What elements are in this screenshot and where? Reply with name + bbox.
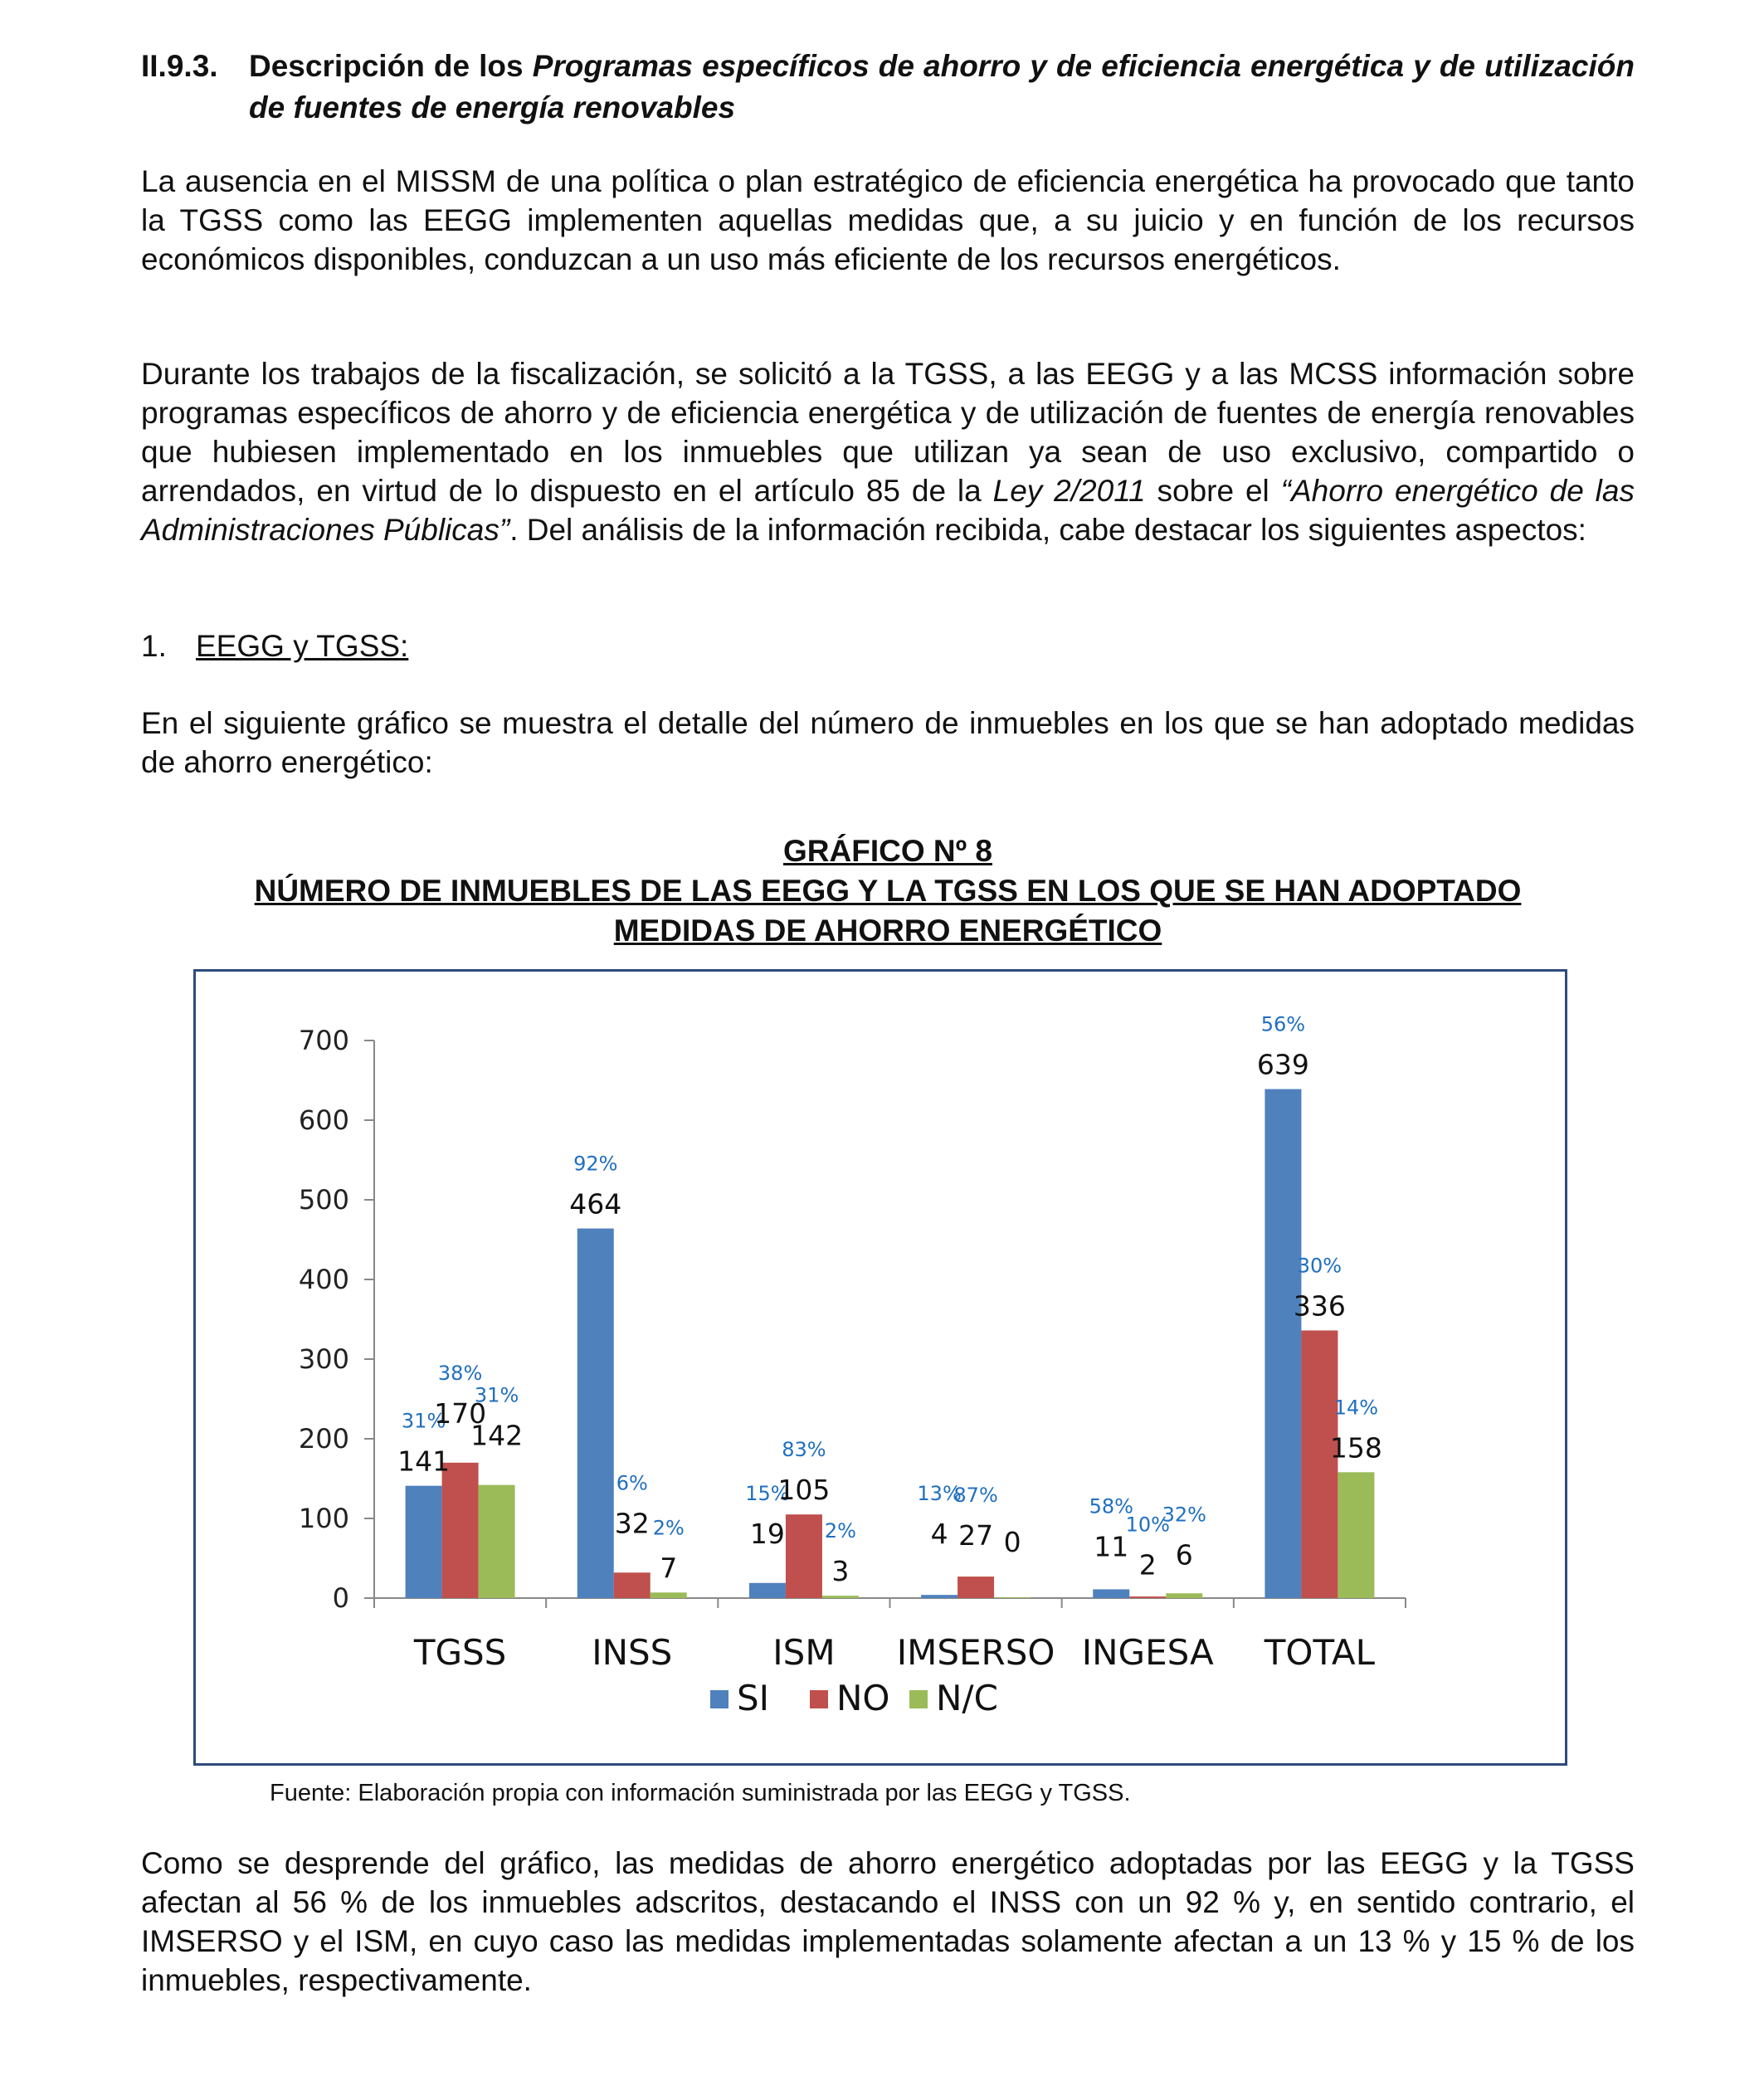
data-label: 142 xyxy=(470,1419,524,1452)
percent-label: 58% xyxy=(1089,1494,1133,1518)
y-tick-label: 500 xyxy=(298,1184,349,1216)
bar-si-inss xyxy=(577,1229,614,1598)
bar-no-ism xyxy=(786,1514,822,1598)
paragraph-2-law-title: “Ahorro energético de las Administraciones Públicas” xyxy=(141,474,1635,547)
x-category-label: TGSS xyxy=(413,1632,507,1673)
y-tick-label: 700 xyxy=(298,1025,349,1056)
percent-label: 2% xyxy=(824,1519,856,1543)
list-item-number: 1. xyxy=(141,629,167,663)
percent-label: 10% xyxy=(1125,1513,1170,1537)
percent-label: 30% xyxy=(1297,1254,1342,1278)
bar-no-tgss xyxy=(442,1463,479,1598)
data-label: 170 xyxy=(434,1396,487,1430)
data-label: 141 xyxy=(397,1445,451,1478)
bar-nc-tgss xyxy=(479,1485,515,1598)
legend-swatch-si xyxy=(710,1690,729,1708)
y-tick-label: 0 xyxy=(332,1582,349,1614)
percent-label: 83% xyxy=(782,1438,826,1462)
section-title xyxy=(249,46,1635,129)
data-label: 0 xyxy=(1003,1526,1021,1559)
chart-title-line3: MEDIDAS DE AHORRO ENERGÉTICO xyxy=(613,914,1162,948)
data-label: 6 xyxy=(1175,1538,1193,1572)
bar-si-total xyxy=(1265,1089,1301,1598)
legend-label: N/C xyxy=(936,1678,998,1718)
percent-label: 31% xyxy=(474,1383,519,1407)
bar-si-ism xyxy=(749,1583,786,1598)
percent-label: 31% xyxy=(401,1409,446,1433)
list-item-text: EEGG y TGSS: xyxy=(196,629,409,663)
data-label: 32 xyxy=(614,1507,650,1540)
data-label: 11 xyxy=(1094,1530,1129,1563)
paragraph-1: La ausencia en el MISSM de una política o plan estratégico de eficiencia energética ha provocado que tanto la TGSS como las EEGG implementen aquellas medidas que, a su juicio y en función de los recursos económicos disponibles, conduzcan a un uso más eficiente de los recursos energéticos. xyxy=(141,164,1635,276)
bar-nc-imserso xyxy=(994,1597,1031,1598)
bar-nc-ingesa xyxy=(1166,1593,1202,1598)
x-category-label: INGESA xyxy=(1081,1632,1214,1673)
section-title-prefix: Descripción de los xyxy=(249,49,533,83)
x-category-label: IMSERSO xyxy=(896,1632,1055,1673)
bar-no-imserso xyxy=(958,1577,994,1598)
chart-title-line2: NÚMERO DE INMUEBLES DE LAS EEGG Y LA TGSS EN LOS QUE SE HAN ADOPTADO xyxy=(254,874,1522,908)
data-label: 336 xyxy=(1293,1289,1346,1323)
paragraph-2-part2: sobre el xyxy=(1145,474,1281,508)
data-label: 3 xyxy=(831,1555,850,1588)
bar-nc-inss xyxy=(651,1592,687,1598)
percent-label: 56% xyxy=(1260,1012,1306,1036)
bar-chart xyxy=(196,972,1565,1763)
section-title-italic: Programas específicos de ahorro y de eficiencia energética y de utilización de fuentes de energía renovables xyxy=(249,49,1635,124)
data-label: 27 xyxy=(958,1519,994,1552)
y-tick-label: 600 xyxy=(298,1104,349,1136)
section-number: II.9.3. xyxy=(141,49,218,83)
paragraph-2-law-ref: Ley 2/2011 xyxy=(992,474,1146,508)
percent-label: 15% xyxy=(745,1481,790,1505)
bar-nc-ism xyxy=(822,1596,859,1598)
bar-si-tgss xyxy=(406,1486,442,1598)
chart-frame xyxy=(193,969,1567,1766)
percent-label: 32% xyxy=(1162,1503,1206,1527)
list-item xyxy=(141,626,408,665)
legend-label: SI xyxy=(737,1678,770,1718)
data-label: 2 xyxy=(1138,1548,1157,1581)
percent-label: 87% xyxy=(953,1484,998,1508)
y-tick-label: 200 xyxy=(298,1423,349,1455)
paragraph-2-part3: . Del análisis de la información recibida, cabe destacar los siguientes aspectos: xyxy=(509,513,1586,547)
x-category-label: INSS xyxy=(592,1632,673,1673)
percent-label: 6% xyxy=(616,1471,648,1495)
legend-label: NO xyxy=(836,1678,890,1718)
bar-no-total xyxy=(1301,1330,1338,1598)
paragraph-2 xyxy=(141,354,1635,549)
chart-title-line1: GRÁFICO Nº 8 xyxy=(783,834,992,868)
x-category-label: TOTAL xyxy=(1264,1632,1376,1673)
data-label: 464 xyxy=(569,1187,622,1221)
data-label: 4 xyxy=(930,1518,948,1551)
percent-label: 2% xyxy=(652,1516,685,1540)
data-label: 158 xyxy=(1329,1431,1382,1464)
data-label: 19 xyxy=(749,1517,785,1550)
data-label: 105 xyxy=(777,1474,831,1507)
percent-label: 92% xyxy=(573,1152,618,1176)
bar-si-imserso xyxy=(921,1595,958,1598)
bar-no-ingesa xyxy=(1129,1596,1166,1598)
chart-source: Fuente: Elaboración propia con información suministrada por las EEGG y TGSS. xyxy=(270,1780,1131,1806)
percent-label: 14% xyxy=(1333,1396,1379,1420)
paragraph-2-part1: Durante los trabajos de la fiscalización, se solicitó a la TGSS, a las EEGG y a las MCSS información sobre programas específicos de ahorro y de eficiencia energética y de utilización de fuentes de energía renovables que hubiesen implementado en los inmuebles que utilizan ya sean de uso exclusivo, compartido o arrendados, en virtud de lo dispuesto en el artículo 85 de la xyxy=(141,357,1635,508)
paragraph-3: En el siguiente gráfico se muestra el detalle del número de inmuebles en los que se han adoptado medidas de ahorro energético: xyxy=(141,706,1635,779)
bar-no-inss xyxy=(614,1572,651,1598)
bar-si-ingesa xyxy=(1093,1589,1129,1598)
legend-swatch-nc xyxy=(909,1690,928,1708)
paragraph-4: Como se desprende del gráfico, las medidas de ahorro energético adoptadas por las EEGG y la TGSS afectan al 56 % de los inmuebles adscritos, destacando el INSS con un 92 % y, en sentido contrario, el IMSERSO y el ISM, en cuyo caso las medidas implementadas solamente afectan a un 13 % y 15 % de los inmuebles, respectivamente. xyxy=(141,1846,1635,1997)
y-tick-label: 100 xyxy=(298,1503,349,1534)
legend-swatch-no xyxy=(810,1690,828,1708)
y-tick-label: 400 xyxy=(298,1264,349,1295)
percent-label: 13% xyxy=(917,1482,962,1506)
x-category-label: ISM xyxy=(772,1632,836,1673)
bar-nc-total xyxy=(1338,1472,1374,1598)
data-label: 639 xyxy=(1256,1048,1309,1081)
y-tick-label: 300 xyxy=(298,1343,349,1375)
data-label: 7 xyxy=(660,1552,678,1585)
percent-label: 38% xyxy=(437,1361,483,1385)
